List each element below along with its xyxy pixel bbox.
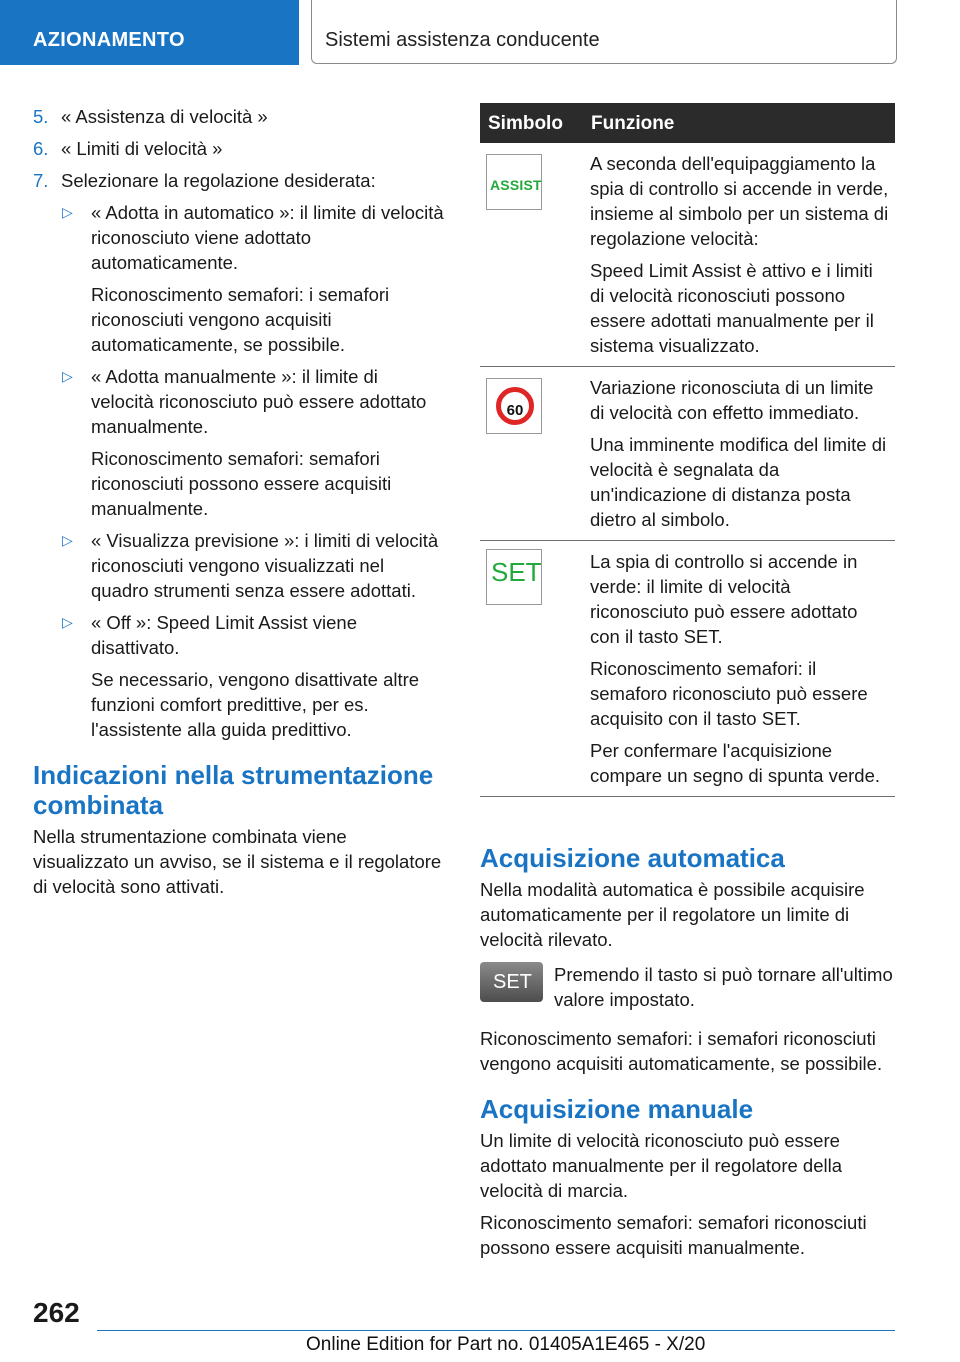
step-text: Selezionare la regolazione desiderata: <box>61 170 376 191</box>
instrument-heading: Indicazioni nella strumentazione combinata <box>33 760 434 820</box>
set-button-icon: SET <box>480 962 543 1002</box>
table-row <box>480 367 895 541</box>
option-text: « Visualizza previsione »: i limiti di velocità riconosciuti vengono visualizzati nel quadro strumenti senza essere adottati. <box>91 530 439 601</box>
set-button-text: Premendo il tasto si può tornare all'ultimo valore impostato. <box>554 964 893 1010</box>
step-item <box>33 104 445 129</box>
option-text: « Adotta manualmente »: il limite di velocità riconosciuto può essere adottato manualmente. <box>91 366 427 437</box>
option-note: Riconoscimento semafori: semafori riconosciuti possono essere acquisiti manualmente. <box>91 448 392 519</box>
symbol-table <box>480 103 895 797</box>
step-number: 6. <box>33 138 49 159</box>
step-number: 5. <box>33 106 49 127</box>
table-header <box>480 103 895 143</box>
step-item <box>33 168 445 193</box>
option-item <box>33 200 445 275</box>
footer-divider <box>97 1330 895 1331</box>
section-tab <box>0 0 299 65</box>
option-text: « Adotta in automatico »: il limite di velocità riconosciuto viene adottato automaticamente. <box>91 202 444 273</box>
option-item <box>33 528 445 603</box>
step-item <box>33 136 445 161</box>
option-text: « Off »: Speed Limit Assist viene disattivato. <box>91 612 357 658</box>
left-column <box>33 104 445 906</box>
row-description: Variazione riconosciuta di un limite di velocità con effetto immediato. Una imminente modifica del limite di velocità è segnalata da un'indicazione di distanza posta dietro al simbolo. <box>590 377 887 530</box>
step-number: 7. <box>33 170 49 191</box>
manual-text: Un limite di velocità riconosciuto può essere adottato manualmente per il regolatore della velocità di marcia. <box>480 1130 843 1201</box>
assist-indicator-icon: ASSIST <box>486 154 542 210</box>
option-item <box>33 364 445 439</box>
auto-text-traffic: Riconoscimento semafori: i semafori riconosciuti vengono acquisiti automaticamente, se possibile. <box>480 1028 883 1074</box>
chapter-tab <box>311 0 897 64</box>
page-number: 262 <box>33 1297 80 1328</box>
triangle-bullet-icon: ▷ <box>62 204 73 220</box>
chapter-title: Sistemi assistenza conducente <box>325 29 600 51</box>
set-button-row <box>480 962 895 1012</box>
option-item <box>33 610 445 660</box>
triangle-bullet-icon: ▷ <box>62 532 73 548</box>
right-column <box>480 843 895 1267</box>
auto-heading: Acquisizione automatica <box>480 843 785 873</box>
step-text: « Limiti di velocità » <box>61 138 223 159</box>
row-description: La spia di controllo si accende in verde: il limite di velocità riconosciuto può essere adottato con il tasto SET. Riconoscimento semafori: il semaforo riconosciuto può essere acquisito con il tasto SET. Per confermare l'acquisizione compare un segno di spunta verde. <box>590 551 881 786</box>
triangle-bullet-icon: ▷ <box>62 614 73 630</box>
manual-heading: Acquisizione manuale <box>480 1094 754 1124</box>
edition-footer: Online Edition for Part no. 01405A1E465 - X/20 <box>306 1334 706 1355</box>
manual-text-traffic: Riconoscimento semafori: semafori riconosciuti possono essere acquisiti manualmente. <box>480 1212 867 1258</box>
instrument-text: Nella strumentazione combinata viene visualizzato un avviso, se il sistema e il regolatore di velocità sono attivati. <box>33 826 442 897</box>
row-description: A seconda dell'equipaggiamento la spia di controllo si accende in verde, insieme al simbolo per un sistema di regolazione velocità: Speed Limit Assist è attivo e i limiti di velocità riconosciuti possono essere adottati manualmente per il sistema visualizzato. <box>590 153 889 356</box>
option-note: Riconoscimento semafori: i semafori riconosciuti vengono acquisiti automaticamente, se possibile. <box>91 284 390 355</box>
column-header-function: Funzione <box>591 113 675 134</box>
auto-text: Nella modalità automatica è possibile acquisire automaticamente per il regolatore un limite di velocità rilevato. <box>480 879 865 950</box>
triangle-bullet-icon: ▷ <box>62 368 73 384</box>
option-note: Se necessario, vengono disattivate altre funzioni comfort predittive, per es. l'assistente alla guida predittivo. <box>91 669 420 740</box>
section-title: AZIONAMENTO <box>33 29 185 51</box>
speed-limit-sign-icon: 60 <box>486 378 542 434</box>
set-indicator-icon: SET <box>486 549 542 605</box>
column-header-symbol: Simbolo <box>488 113 563 134</box>
table-row <box>480 541 895 797</box>
table-row <box>480 143 895 367</box>
step-text: « Assistenza di velocità » <box>61 106 268 127</box>
